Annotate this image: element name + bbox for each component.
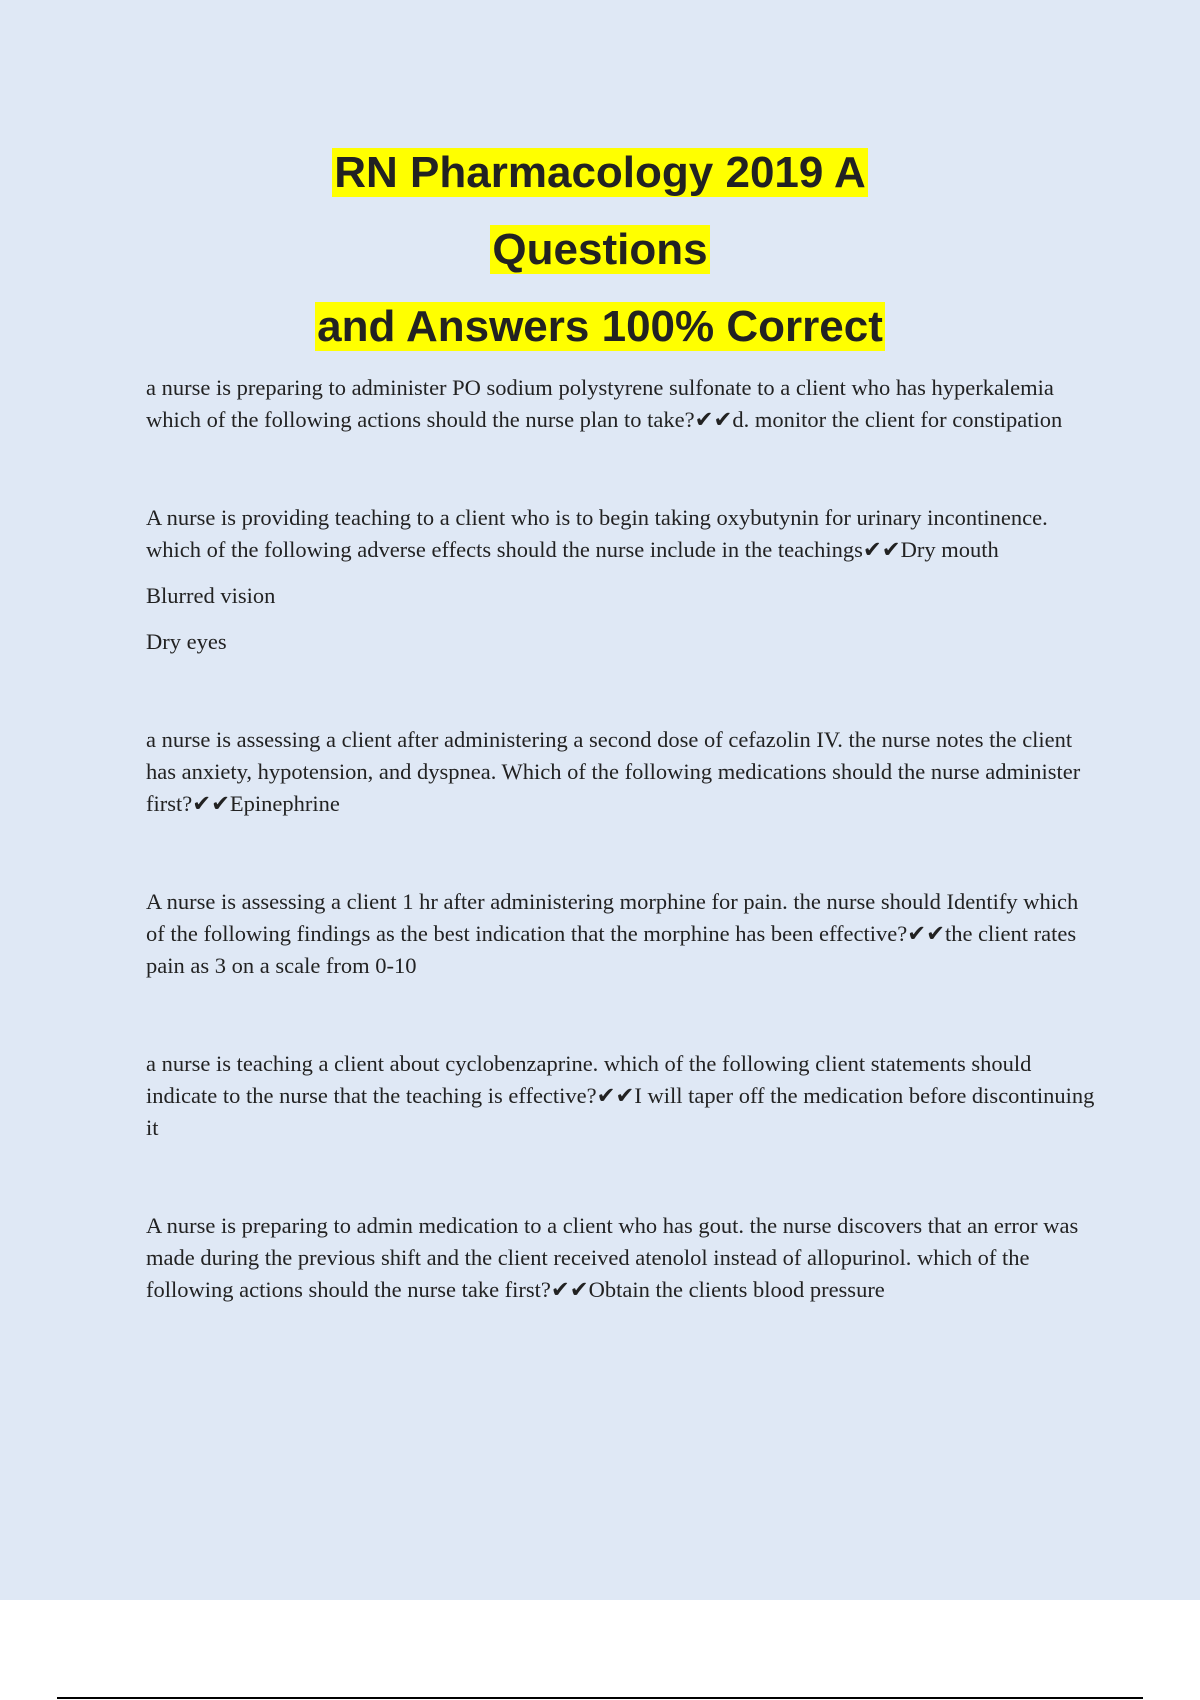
title-line-3: and Answers 100% Correct xyxy=(317,302,883,351)
title-line-2: Questions xyxy=(492,225,708,274)
qa-item xyxy=(146,372,1096,436)
qa-list xyxy=(146,372,1096,1372)
qa-item xyxy=(146,1048,1096,1144)
qa-text: a nurse is teaching a client about cyclobenzaprine. which of the following client statements should indicate to the nurse that the teaching is effective?✔✔I will taper off the medication before discontinuing it xyxy=(146,1051,1095,1140)
qa-item xyxy=(146,724,1096,820)
qa-item xyxy=(146,886,1096,982)
qa-text: A nurse is providing teaching to a client who is to begin taking oxybutynin for urinary incontinence. which of the following adverse effects should the nurse include in the teachings✔✔Dry mouth xyxy=(146,505,1048,562)
qa-extra-answer: Dry eyes xyxy=(146,629,227,654)
qa-extra-answer: Blurred vision xyxy=(146,583,276,608)
qa-text: a nurse is preparing to administer PO sodium polystyrene sulfonate to a client who has hyperkalemia which of the following actions should the nurse plan to take?✔✔d. monitor the client for constipation xyxy=(146,375,1063,432)
qa-item xyxy=(146,502,1096,658)
qa-item xyxy=(146,1210,1096,1306)
qa-text: a nurse is assessing a client after administering a second dose of cefazolin IV. the nurse notes the client has anxiety, hypotension, and dyspnea. Which of the following medications should the nurse administer first?✔✔Epinephrine xyxy=(146,727,1081,816)
footer-divider xyxy=(57,1697,1143,1699)
document-title xyxy=(0,144,1200,375)
qa-text: A nurse is assessing a client 1 hr after administering morphine for pain. the nurse should Identify which of the following findings as the best indication that the morphine has been effective?✔✔the client rates pain as 3 on a scale from 0-10 xyxy=(146,889,1079,978)
qa-text: A nurse is preparing to admin medication to a client who has gout. the nurse discovers that an error was made during the previous shift and the client received atenolol instead of allopurinol. which of the following actions should the nurse take first?✔✔Obtain the clients blood pressure xyxy=(146,1213,1079,1302)
title-line-1: RN Pharmacology 2019 A xyxy=(334,148,866,197)
